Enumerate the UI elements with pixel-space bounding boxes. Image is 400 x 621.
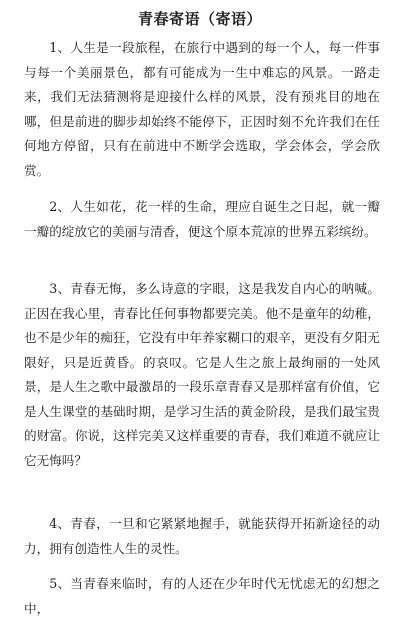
paragraph-3: 3、青春无悔，多么诗意的字眼，这是我发自内心的呐喊。正因在我心里，青春比任何事物都要完美。他不是童年的幼稚，也不是少年的痴狂，它没有中年养家糊口的艰辛，更没有夕阳无限好，只是近黄昏。的哀叹。它是人生之旅上最绚丽的一处风景，是人生之歌中最激昂的一段乐章青春又是那样富有价值，它是人生课堂的基础时期，是学习生活的黄金阶段，是我们最宝贵的财富。你说，这样完美又这样重要的青春，我们难道不就应让它无悔吗？ <box>24 281 380 468</box>
paragraph-4: 4、青春，一旦和它紧紧地握手，就能获得开拓新途径的动力，拥有创造性人生的灵性。 <box>24 516 380 556</box>
paragraph-5: 5、当青春来临时，有的人还在少年时代无忧虑无的幻想之中， <box>24 576 380 616</box>
paragraph-1: 1、人生是一段旅程，在旅行中遇到的每一个人，每一件事与每一个美丽景色，都有可能成为一生中难忘的风景。一路走来，我们无法猜测将是迎接什么样的风景，没有预兆目的地在哪，但是前进的脚步却始终不能停下，正因时刻不允许我们在任何地方停留，只有在前进中不断学会选取，学会体会，学会欣赏。 <box>24 40 380 178</box>
document-title: 青春寄语（寄语） <box>137 10 262 28</box>
paragraph-2: 2、人生如花，花一样的生命，理应自诞生之日起，就一瓣一瓣的绽放它的美丽与清香，便这个原本荒凉的世界五彩缤纷。 <box>24 199 380 239</box>
